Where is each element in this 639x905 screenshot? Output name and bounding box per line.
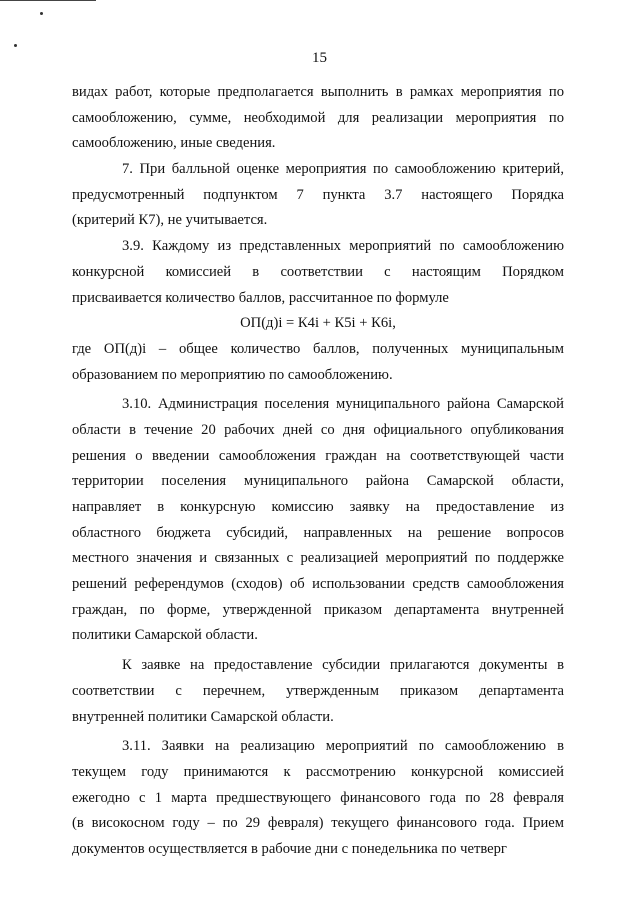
text-line: 3.10. Администрация поселения муниципального района Самарской: [122, 396, 564, 413]
formula-line: ОП(д)i = К4i + К5i + К6i,: [240, 315, 396, 332]
paragraph: [72, 337, 564, 388]
text-line: (критерий К7), не учитывается.: [72, 212, 268, 229]
text-line: 7. При балльной оценке мероприятия по самообложению критерий,: [122, 161, 564, 178]
text-line: решения о введении самообложения граждан на соответствующей части: [72, 447, 564, 464]
paragraph: [72, 80, 564, 157]
text-line: самообложению, сумме, необходимой для реализации мероприятия по: [72, 109, 564, 126]
text-line: области в течение 20 рабочих дней со дня официального опубликования: [72, 421, 564, 438]
paragraph: [72, 392, 564, 649]
text-line: присваивается количество баллов, рассчитанное по формуле: [72, 289, 449, 306]
scan-artifact-line: [0, 0, 96, 1]
scan-artifact-dot: [40, 12, 43, 15]
text-line: территории поселения муниципального района Самарской области,: [72, 473, 564, 490]
paragraph: [72, 234, 564, 311]
text-line: граждан, по форме, утвержденной приказом департамента внутренней: [72, 601, 564, 618]
formula: [72, 311, 564, 337]
text-line: К заявке на предоставление субсидии прилагаются документы в: [122, 657, 564, 674]
paragraph: [72, 653, 564, 730]
text-line: самообложению, иные сведения.: [72, 135, 276, 152]
text-line: конкурсной комиссией в соответствии с настоящим Порядком: [72, 263, 564, 280]
text-line: 3.11. Заявки на реализацию мероприятий по самообложению в: [122, 738, 564, 755]
text-line: 3.9. Каждому из представленных мероприятий по самообложению: [122, 238, 564, 255]
paragraph: [72, 157, 564, 234]
document-body: [72, 80, 564, 863]
text-line: (в високосном году – по 29 февраля) текущего финансового года. Прием: [72, 815, 564, 832]
text-line: областного бюджета субсидий, направленных на решение вопросов: [72, 524, 564, 541]
text-line: образованием по мероприятию по самообложению.: [72, 366, 393, 383]
text-line: политики Самарской области.: [72, 627, 258, 644]
text-line: документов осуществляется в рабочие дни с понедельника по четверг: [72, 840, 507, 857]
scan-artifact-dot: [14, 44, 17, 47]
text-line: текущем году принимаются к рассмотрению конкурсной комиссией: [72, 763, 564, 780]
text-line: предусмотренный подпунктом 7 пункта 3.7 настоящего Порядка: [72, 186, 564, 203]
text-line: ежегодно с 1 марта предшествующего финансового года по 28 февраля: [72, 789, 564, 806]
text-line: где ОП(д)i – общее количество баллов, полученных муниципальным: [72, 340, 564, 357]
text-line: видах работ, которые предполагается выполнить в рамках мероприятия по: [72, 84, 564, 100]
paragraph: [72, 734, 564, 862]
text-line: местного значения и связанных с реализацией мероприятий по поддержке: [72, 550, 564, 567]
text-line: внутренней политики Самарской области.: [72, 708, 334, 725]
text-line: решений референдумов (сходов) об использовании средств самообложения: [72, 576, 564, 593]
text-line: соответствии с перечнем, утвержденным приказом департамента: [72, 682, 564, 699]
text-line: направляет в конкурсную комиссию заявку на предоставление из: [72, 499, 564, 515]
page-number: 15: [312, 50, 327, 66]
